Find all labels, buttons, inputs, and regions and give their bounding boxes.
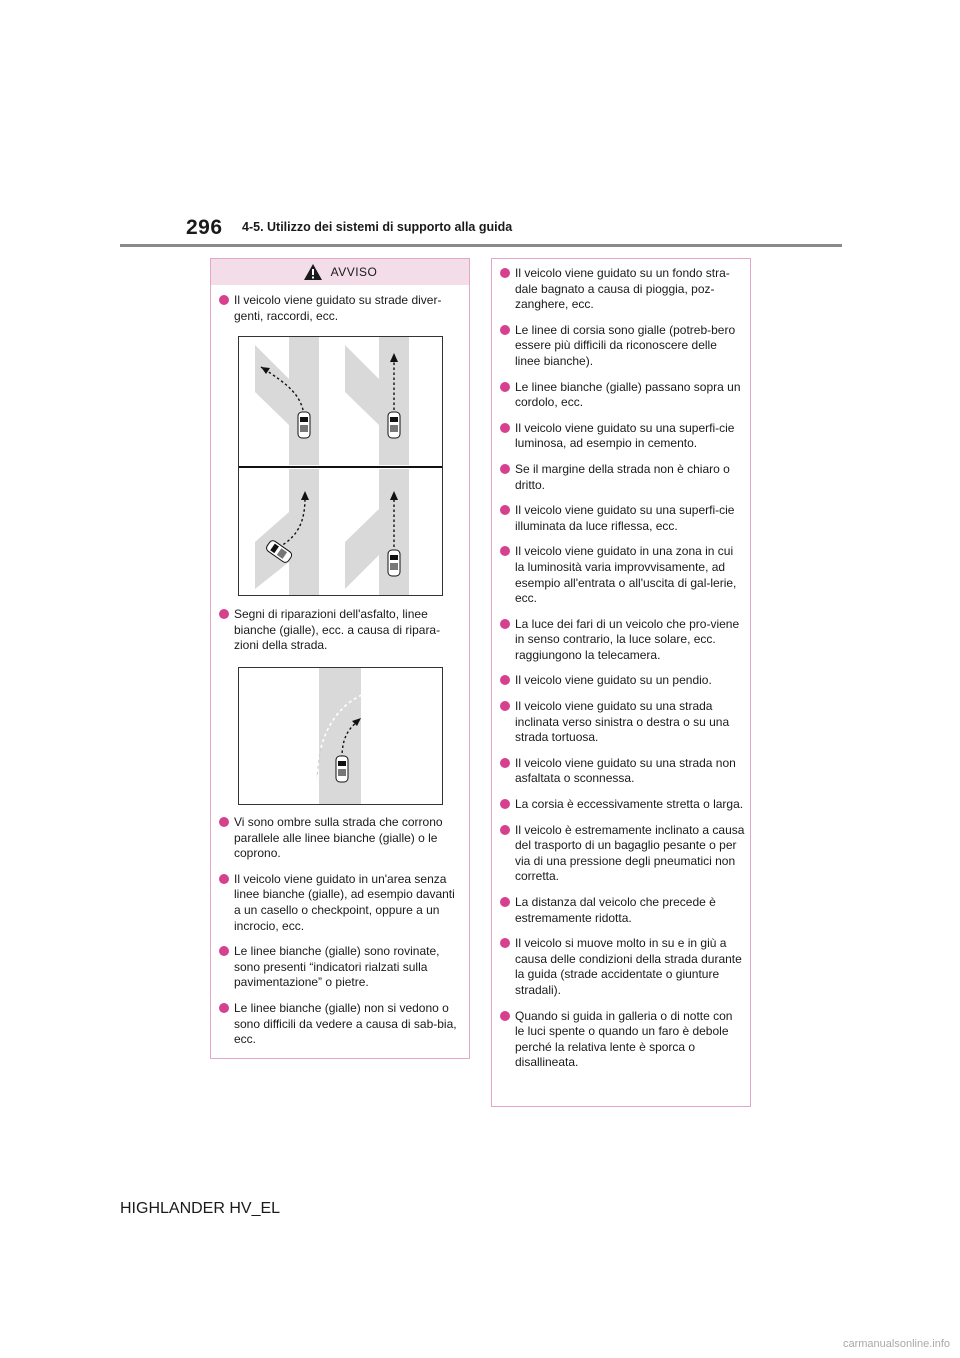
car-icon [388,412,400,438]
car-icon [298,412,310,438]
section-title: 4-5. Utilizzo dei sistemi di supporto alla guida [242,220,513,234]
bullet-icon [219,1003,229,1013]
watermark: carmanualsonline.info [842,1338,950,1350]
bullet-icon [500,619,510,629]
list-item: Le linee bianche (gialle) passano sopra un cordolo, ecc. [497,380,745,411]
bullet-icon [500,546,510,556]
warning-list-middle [216,607,464,664]
list-item: Il veicolo viene guidato su una strada non asfaltata o sconnessa. [497,756,745,787]
asphalt-repair-figure [238,667,443,805]
list-item: Il veicolo è estremamente inclinato a causa del trasporto di un bagaglio pesante o per via di una pressione degli pneumatici non corretta. [497,823,745,885]
list-item: Il veicolo si muove molto in su e in giù a causa delle condizioni della strada durante la guida (strade accidentate o giunture stradali). [497,936,745,998]
list-item: Il veicolo viene guidato su una superfi-cie illuminata da luce riflessa, ecc. [497,503,745,534]
warning-box-right [491,258,751,1107]
bullet-icon [500,825,510,835]
bullet-icon [500,505,510,515]
bullet-icon [219,817,229,827]
bullet-icon [500,325,510,335]
list-item: Vi sono ombre sulla strada che corrono parallele alle linee bianche (gialle) o le coprono. [216,815,464,862]
bullet-icon [500,938,510,948]
warning-triangle-icon [303,263,323,281]
warning-title: AVVISO [330,265,378,279]
list-item: Il veicolo viene guidato su un pendio. [497,673,745,689]
list-item: Quando si guida in galleria o di notte con le luci spente o quando un faro è debole perché la relativa lente è sporca o disallineata. [497,1009,745,1071]
bullet-icon [500,1011,510,1021]
bullet-icon [500,675,510,685]
page-number: 296 [186,216,223,239]
list-item: Le linee bianche (gialle) sono rovinate, sono presenti “indicatori rialzati sulla pavimentazione” o pietre. [216,944,464,991]
bullet-icon [500,464,510,474]
bullet-icon [500,897,510,907]
list-item: La corsia è eccessivamente stretta o larga. [497,797,745,813]
diverging-roads-figure [238,336,443,596]
list-item: Il veicolo viene guidato su una superfi-cie luminosa, ad esempio in cemento. [497,421,745,452]
list-item: Il veicolo viene guidato su una strada inclinata verso sinistra o destra o su una strada tortuosa. [497,699,745,746]
warning-list-right [497,266,745,1081]
bullet-icon [219,946,229,956]
bullet-icon [500,423,510,433]
list-item: Il veicolo viene guidato su strade diver-genti, raccordi, ecc. [216,293,464,324]
warning-list-top [216,293,464,334]
diverging-roads-illustration [239,337,442,595]
bullet-icon [500,758,510,768]
bullet-icon [500,799,510,809]
list-item: Le linee bianche (gialle) non si vedono o sono difficili da vedere a causa di sab-bia, ecc. [216,1001,464,1048]
list-item: Il veicolo viene guidato su un fondo stra-dale bagnato a causa di pioggia, poz-zanghere, ecc. [497,266,745,313]
list-item: Le linee di corsia sono gialle (potreb-bero essere più difficili da riconoscere delle linee bianche). [497,323,745,370]
bullet-icon [219,609,229,619]
list-item: Segni di riparazioni dell'asfalto, linee bianche (gialle), ecc. a causa di ripara-zioni della strada. [216,607,464,654]
bullet-icon [500,701,510,711]
header-rule [120,244,842,247]
bullet-icon [219,874,229,884]
list-item: La distanza dal veicolo che precede è estremamente ridotta. [497,895,745,926]
model-name: HIGHLANDER HV_EL [120,1200,281,1217]
asphalt-repair-illustration [239,668,442,804]
list-item: La luce dei fari di un veicolo che pro-viene in senso contrario, la luce solare, ecc. raggiungono la telecamera. [497,617,745,664]
warning-list-bottom [216,815,464,1058]
list-item: Se il margine della strada non è chiaro o dritto. [497,462,745,493]
list-item: Il veicolo viene guidato in un'area senza linee bianche (gialle), ad esempio davanti a un casello o checkpoint, oppure a un incrocio, ecc. [216,872,464,934]
bullet-icon [500,382,510,392]
warning-box-left [210,258,470,1059]
warning-header [211,259,469,285]
car-icon [388,550,400,576]
car-icon [336,756,348,782]
bullet-icon [500,268,510,278]
bullet-icon [219,295,229,305]
list-item: Il veicolo viene guidato in una zona in cui la luminosità varia improvvisamente, ad esempio all'entrata o all'uscita di gal-lerie, ecc. [497,544,745,606]
